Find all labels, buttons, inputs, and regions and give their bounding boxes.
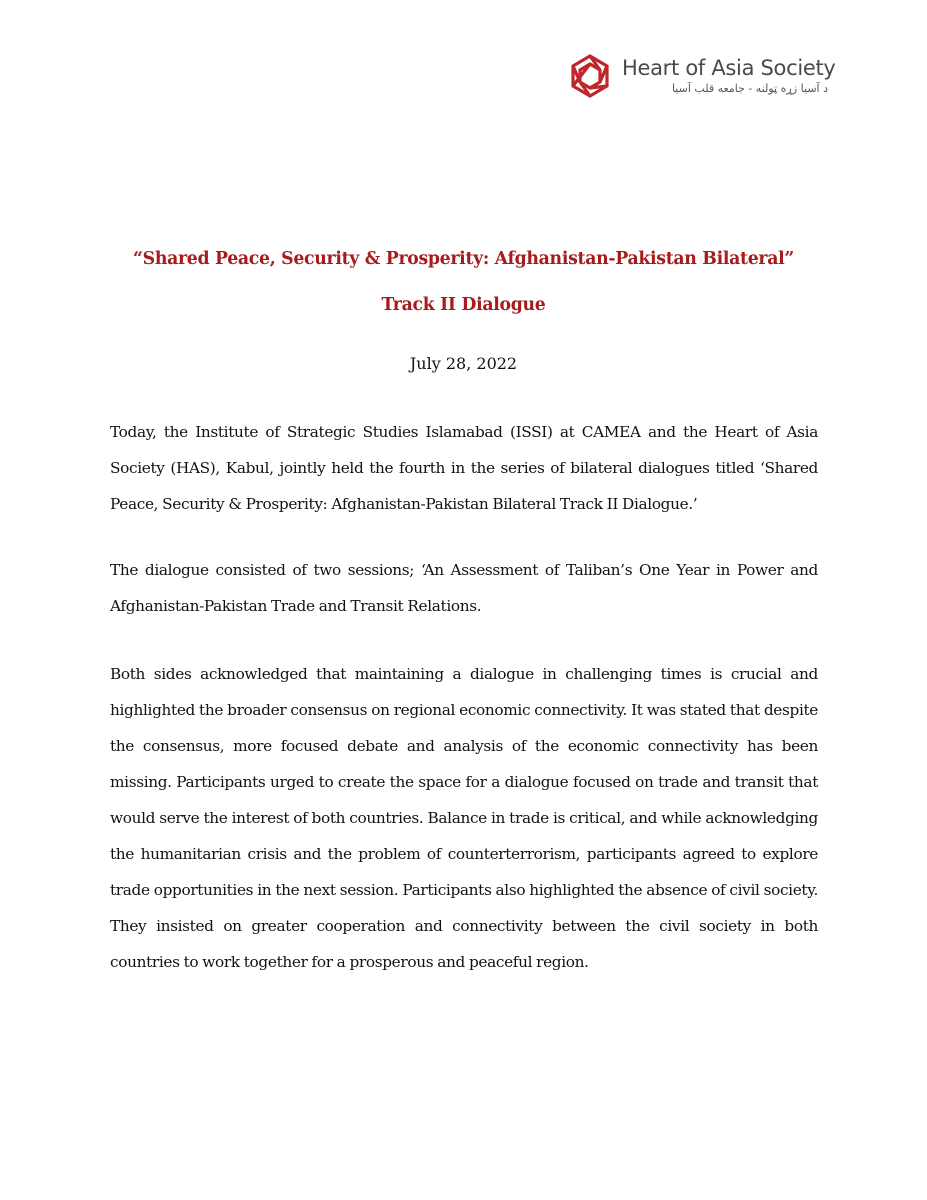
title-line-2: Track II Dialogue (381, 295, 546, 315)
document-title (60, 236, 867, 328)
paragraph-sessions: The dialogue consisted of two sessions; ‘An Assessment of Taliban’s One Year in Power and Afghanistan-Pakistan Trade and Transit Relations. (110, 561, 818, 615)
paragraph-discussion: Both sides acknowledged that maintaining a dialogue in challenging times is crucial and highlighted the broader consensus on regional economic connectivity. It was stated that despite the consensus, more focused debate and analysis of the economic connectivity has been missing. Participants urged to create the space for a dialogue focused on trade and transit that would serve the interest of both countries. Balance in trade is critical, and while acknowledging the humanitarian crisis and the problem of counterterrorism, participants agreed to explore trade opportunities in the next session. Participants also highlighted the absence of civil society. They insisted on greater cooperation and connectivity between the civil society in both countries to work together for a prosperous and peaceful region. (110, 665, 818, 971)
org-name-local: د آسیا زړه ټولنه - جامعه قلب آسیا (671, 82, 828, 95)
header-logo (566, 50, 836, 106)
paragraph-intro: Today, the Institute of Strategic Studies Islamabad (ISSI) at CAMEA and the Heart of Asia Society (HAS), Kabul, jointly held the fourth in the series of bilateral dialogues titled ‘Shared Peace, Security & Prosperity: Afghanistan-Pakistan Bilateral Track II Dialogue.’ (110, 423, 818, 513)
title-line-1: “Shared Peace, Security & Prosperity: Afghanistan-Pakistan Bilateral” (133, 249, 794, 269)
document-date: July 28, 2022 (409, 354, 518, 373)
org-name: Heart of Asia Society (622, 56, 836, 80)
heart-of-asia-logo-icon (566, 52, 614, 100)
